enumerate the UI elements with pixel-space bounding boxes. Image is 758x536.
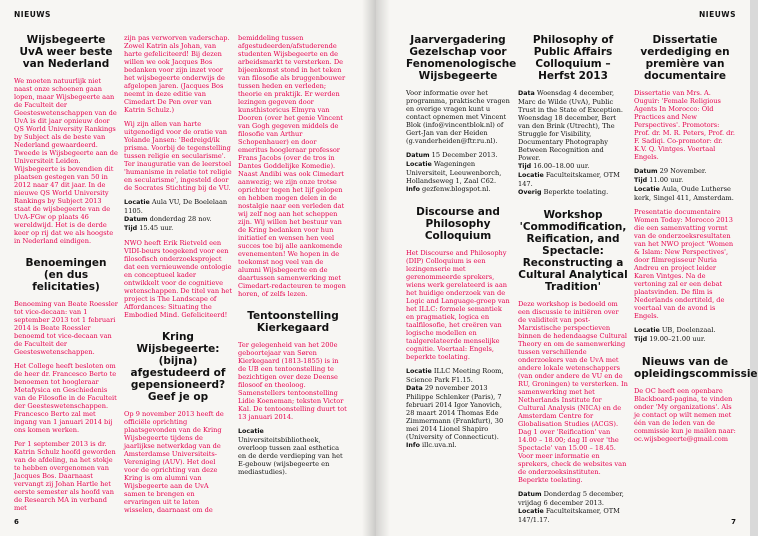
meta-label: Data xyxy=(406,385,423,392)
article-paragraph: We moeten natuurlijk niet naast onze schoenen gaan lopen, maar Wijsbegeerte aan de Faculteit der Geesteswetenschappen van de UvA is dit jaar opnieuw door QS World University Rankings by Subject als de beste van Nederland gewaardeerd. Tweede is Wijsbegeerte aan de Universiteit Leiden. Wijsbegeerte is bovendien dit plaatsen gestegen van 50 in 2012 naar 47 dit jaar. In de nieuwe QS World University Rankings by Subject 2013 staat de wijsbegeerte van de UvA-FGw op plaats 46 wereldwijd. Het is de derde keer op rij dat we als hoogste in Nederland eindigen. xyxy=(14,77,118,245)
meta-value: Beperkte toelating. xyxy=(543,188,609,196)
headline-discourse-philosophy: Discourse and Philosophy Colloquium xyxy=(416,206,500,242)
event-details xyxy=(238,427,348,476)
meta-value: illc.uva.nl. xyxy=(422,441,457,449)
article-paragraph: zijn pas verworven vaderschap. Zowel Katrin als Johan, van harte gefeliciteerd! Bij dezen willen we ook Jacques Bos bedanken voor zijn inzet voor het wijsbegeerte onderwijs de afgelopen jaren. (Jacques Bos neemt in deze editie van Cimedart De Pen over van Katrin Schulz.) xyxy=(124,34,230,114)
meta-value: Wageningen Universiteit, Leeuwenborch, Hollandseweg 1, Zaal C62. xyxy=(406,160,502,185)
right-column-1 xyxy=(406,34,517,514)
article-paragraph: Ter gelegenheid van het 200e geboortejaar van Søren Kierkegaard (1813-1855) is in de UB een tentoonstelling te bezichtigen over deze Deense filosoof en theoloog. Samenstellers tentoonstelling Lidie Koeneman; teksten Victor Kal. De tentoonstelling duurt tot 13 januari 2014. xyxy=(238,341,347,421)
article-paragraph: NWO heeft Erik Rietveld een VIDI-beurs toegekend voor een filosofisch onderzoeksproject dat een vernieuwende ontologie en conceptueel kader ontwikkelt voor de cognitieve wetenschappen. De titel van het project is The Landscape of Affordances: Situating the Embodied Mind. Gefeliciteerd! xyxy=(124,239,232,319)
meta-label: Locatie xyxy=(238,428,264,435)
gutter-shadow xyxy=(362,0,376,536)
meta-value: 16.00–18.00 uur. xyxy=(533,162,590,170)
meta-label: Tijd xyxy=(124,225,138,232)
article-paragraph: De OC heeft een openbare Blackboard-pagina, te vinden onder 'My organizations'. Als je contact op wilt nemen met één van de leden van de commissie kun je mailen naar: oc.wijsbegeerte@gmail.com xyxy=(634,387,736,443)
page-number: 6 xyxy=(14,518,19,526)
meta-value: UB, Doelenzaal. xyxy=(661,326,716,334)
left-column-1 xyxy=(14,34,118,514)
meta-label: Datum xyxy=(518,491,542,498)
article-paragraph: Wij zijn allen van harte uitgenodigd voor de oratie van Yolande Jansen: 'Bedreigd/ik prisma. Voorbij de tegenstelling tussen religie en secularisme'. Ter inauguratie van de leerstoel 'humanisme in relatie tot religie en secularisme', ingesteld door de Socrates Stichting bij de VU. xyxy=(124,120,232,192)
meta-value: donderdag 28 nov. xyxy=(149,215,212,223)
meta-label: Locatie xyxy=(634,186,660,193)
meta-label: Data xyxy=(518,90,535,97)
headline-workshop: Workshop 'Commodification, Reification, and Spectacle: Reconstructing a Cultural Analytical Tradition' xyxy=(518,209,628,293)
meta-label: Locatie xyxy=(406,368,432,375)
article-paragraph: Per 1 september 2013 is dr. Katrin Schulz hoofd geworden van de afdeling, na het stokje te hebben overgenomen van Jacques Bos. Daarnaast vervangt zij Johan Hartle het eerste semester als hoofd van de Research MA in verband met xyxy=(14,440,116,512)
meta-label: Locatie xyxy=(406,161,432,168)
meta-value: 15.45 uur. xyxy=(139,224,174,232)
article-paragraph: Presentatie documentaire Women Today: Morocco 2013 die een samenvatting vormt van de onderzoeksresultaten van het NWO project 'Women & Islam: New Perspectives', door filmregisseur Nuria Andreu en project leider Karen Vintges. Na de vertoning zal er een debat plaatsvinden. De film is Nederlands ondertiteld, de voertaal van de avond is Engels. xyxy=(634,208,734,320)
meta-value: Aula, Oude Lutherse kerk, Singel 411, Amsterdam. xyxy=(634,185,734,202)
headline-tentoonstelling-kierkegaard: Tentoonstelling Kierkegaard xyxy=(247,310,339,334)
article-paragraph: Dissertatie van Mrs. A. Ouguir: 'Female Religious Agents In Morocco: Old Practices and New Perspectives'. Promotors: Prof. dr. M. R. Peters, Prof. dr. F. Sadiqi. Co-promotor: dr. K.V. Q. Vintges. Voertaal Engels. xyxy=(634,89,735,161)
event-details xyxy=(124,198,232,233)
left-page xyxy=(0,0,376,536)
meta-label: Info xyxy=(406,186,420,193)
article-paragraph: Op 9 november 2013 heeft de officiële oprichting plaatsgevonden van de Kring Wijsbegeerte tijdens de jaarlijkse netwerkdag van de Amsterdamse Universiteits-Vereniging (AUV). Het doel voor de oprichting van deze Kring is om alumni van Wijsbegeerte aan de UvA samen te brengen en ervaringen uit te laten wisselen, daarnaast om de xyxy=(124,410,224,514)
meta-value: 11.00 uur. xyxy=(649,176,684,184)
article-paragraph: Benoeming van Beate Roessler tot vice-decaan: van 1 september 2013 tot 1 februari 2014 is Beate Roessler benoemd tot vice-decaan van de Faculteit der Geesteswetenschappen. xyxy=(14,300,118,356)
meta-label: Locatie xyxy=(124,199,150,206)
meta-value: 19.00–21.00 uur. xyxy=(649,335,706,343)
event-details xyxy=(406,367,510,450)
left-column-2 xyxy=(124,34,232,514)
meta-value: 29 november 2013 Philippe Schlenker (Paris), 7 februari 2014 Igor Yanovich, 28 maart 2014 Thomas Ede Zimmermann (Frankfurt), 30 mei 2014 Lionel Shapiro (University of Connecticut). xyxy=(406,384,504,441)
meta-value: Faculteitskamer, OTM 147. xyxy=(518,171,620,188)
meta-value: Woensdag 4 december, Marc de Wilde (UvA), Public Trust in the State of Exception. Woensdag 18 december, Bert van den Brink (Utrecht), The Struggle for Visibility, Documentary Photography Between Recognition and Power. xyxy=(518,89,623,162)
headline-public-affairs: Philosophy of Public Affairs Colloquium – Herfst 2013 xyxy=(532,34,614,82)
headline-benoemingen: Benoemingen (en dus felicitaties) xyxy=(25,257,107,293)
headline-opleidingscommissie: Nieuws van de opleidingscommissie xyxy=(634,356,758,380)
headline-wijsbegeerte-uva: Wijsbegeerte UvA weer beste van Nederland xyxy=(19,34,113,70)
article-paragraph: Voor informatie over het programma, praktische vragen en overige vragen kunt u contact opnemen met Vincent Blok (info@vincentblok.nl) of Gert-Jan van der Heiden (g.vanderheiden@ftr.ru.nl). xyxy=(406,89,510,145)
meta-label: Locatie xyxy=(518,172,544,179)
right-page xyxy=(376,0,758,536)
article-paragraph: Het Discourse and Philosophy (DIP) Colloquium is een lezingenserie met gerenommeerde sprekers, wiens werk gerelateerd is aan het huidige onderzoek van de Logic and Language-groep van het ILLC: formele semantiek en pragmatiek, logica en taalfilosofie, het creëren van logische modellen en taalgerelateerde menselijke cognitie. Voertaal: Engels, beperkte toelating. xyxy=(406,249,510,361)
meta-label: Datum xyxy=(406,152,430,159)
meta-value: Aula VU, De Boelelaan 1105. xyxy=(124,198,228,215)
meta-label: Tijd xyxy=(634,336,648,343)
article-paragraph: bemiddeling tussen afgestudeerden/afstuderende studenten Wijsbegeerte en de arbeidsmarkt te versterken. De bijeenkomst stond in het teken van filosofie als bruggenbouwer tussen heden en verleden; theorie en praktijk. Er werden lezingen gegeven door kunsthistoricus Elmyra van Dooren (over het genie Vincent van Gogh gegeven middels de filosofie van Arthur Schopenhauer) en door emeritus hoogleraar professor Frans Jacobs (over de tros in Dantes Goddelijke Komedie). Naast Andibi was ook Cimedart aanwezig; we zijn onze trotse oprichter tegen het lijf gelopen en hebben mogen delen in de nostalgie naar een verleden dat wij zelf nog aan het scheppen zijn. Wij willen het bestuur van de Kring bedanken voor hun initiatief en wensen hen veel succes toe bij alle aankomende evenementen! We hopen in de toekomst nog veel van de alumni Wijsbegeerte en de daartussen samenwerking met Cimedart-redacteuren te mogen horen, of zelfs lezen. xyxy=(238,34,346,298)
event-details xyxy=(518,490,628,524)
meta-label: Datum xyxy=(124,216,148,223)
headline-dissertatie: Dissertatie verdediging en première van documentaire xyxy=(640,34,730,82)
meta-label: Locatie xyxy=(634,327,660,334)
event-details xyxy=(518,89,628,197)
gutter-shadow xyxy=(376,0,390,536)
event-details xyxy=(634,167,736,202)
page-number: 7 xyxy=(731,518,736,526)
headline-kring-wijsbegeerte: Kring Wijsbegeerte: (bijna) afgestudeerd of gepensioneerd? Geef je op xyxy=(130,331,226,403)
right-column-2 xyxy=(518,34,628,524)
article-paragraph: Deze workshop is bedoeld om een discussie te initiëren over de validiteit van post-Marxistische perspectieven binnen de hedendaagse Cultural Theory en om de samenwerking tussen verschillende onderzoekers van de UvA met andere lokale wetenschappers (van onder andere de VU en de RU, Groningen) te versterken. In samenwerking met het Netherlands Institute for Cultural Analysis (NICA) en de Amsterdam Centre for Globalisation Studies (ACGS). Dag 1 over 'Reification' van 14.00 – 18.00; dag II over 'the Spectacle' van 15.00 – 18.45. Voor meer informatie en sprekers, check de websites van de onderzoeksinstituten. Beperkte toelating. xyxy=(518,300,628,484)
meta-value: Faculteitskamer, OTM 147/1.17. xyxy=(518,507,620,524)
meta-value: gezfenw.blogspot.nl. xyxy=(422,185,491,193)
headline-jaarvergadering: Jaarvergadering Gezelschap voor Fenomenologische Wijsbegeerte xyxy=(406,34,517,82)
meta-value: Universiteitsbibliotheek, overloop tussen zaal esthetica en de derde verdieping van het E-gebouw (wijsbegeerte en mediastudies). xyxy=(238,436,343,476)
event-details xyxy=(406,151,510,194)
meta-label: Datum xyxy=(634,168,658,175)
meta-label: Tijd xyxy=(518,163,532,170)
section-label: NIEUWS xyxy=(14,10,51,19)
meta-label: Tijd xyxy=(634,177,648,184)
meta-label: Locatie xyxy=(518,508,544,515)
meta-value: ILLC Meeting Room, Science Park F1.15. xyxy=(406,367,504,384)
right-column-3 xyxy=(634,34,758,514)
meta-value: Donderdag 5 december, vrijdag 6 december 2013. xyxy=(518,490,624,507)
section-label: NIEUWS xyxy=(699,10,736,19)
article-paragraph: Het College heeft besloten om de heer dr. Francesco Berto te benoemen tot hoogleraar Metafysica en Geschiedenis van de Filosofie in de Faculteit der Geesteswetenschappen. Francesco Berto zal met ingang van 1 januari 2014 bij ons komen werken. xyxy=(14,362,117,434)
meta-value: 15 December 2013. xyxy=(431,151,498,159)
meta-label: Info xyxy=(406,442,420,449)
meta-label: Overig xyxy=(518,189,542,196)
event-details xyxy=(634,326,736,344)
meta-value: 29 November. xyxy=(659,167,707,175)
left-column-3 xyxy=(238,34,348,514)
